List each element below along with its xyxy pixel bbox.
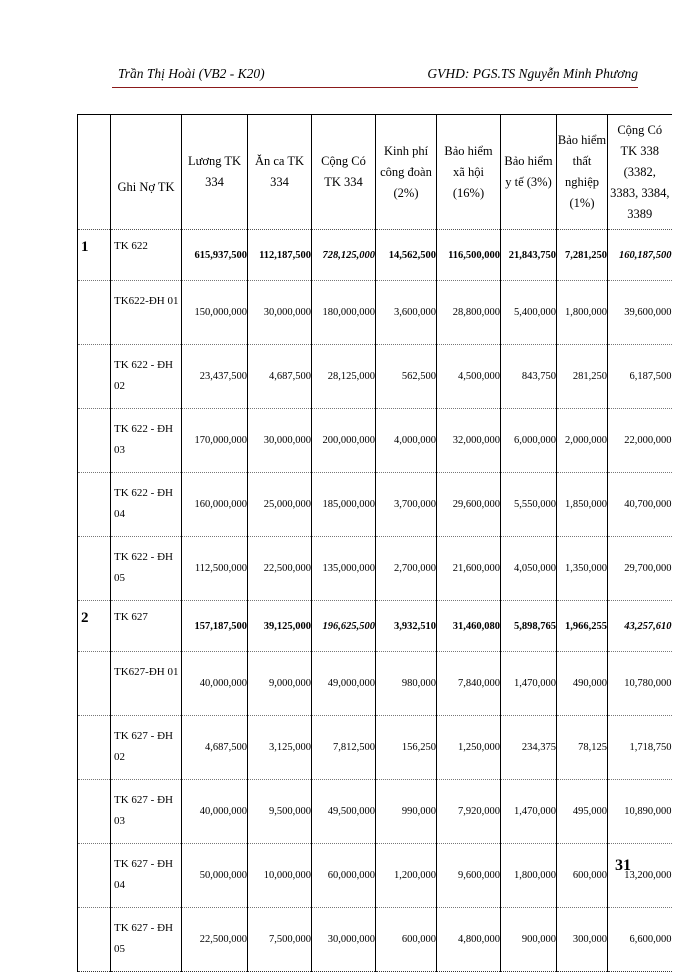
value-cell: 3,932,510 xyxy=(376,601,437,652)
row-index xyxy=(78,537,111,601)
value-cell: 495,000 xyxy=(557,780,608,844)
value-cell: 14,562,500 xyxy=(376,230,437,281)
value-cell: 5,898,765 xyxy=(501,601,557,652)
value-cell: 60,000,000 xyxy=(312,844,376,908)
value-cell: 3,600,000 xyxy=(376,281,437,345)
salary-allocation-table xyxy=(77,114,672,972)
value-cell: 4,687,500 xyxy=(248,345,312,409)
value-cell: 150,000,000 xyxy=(182,281,248,345)
value-cell: 22,500,000 xyxy=(248,537,312,601)
value-cell: 43,257,610 xyxy=(608,601,672,652)
value-cell: 196,625,500 xyxy=(312,601,376,652)
value-cell: 22,000,000 xyxy=(608,409,672,473)
value-cell: 40,700,000 xyxy=(608,473,672,537)
value-cell: 6,187,500 xyxy=(608,345,672,409)
value-cell: 22,500,000 xyxy=(182,908,248,972)
column-header: Lương TK 334 xyxy=(182,115,248,230)
account-cell: TK 622 - ĐH 03 xyxy=(111,409,182,473)
value-cell: 562,500 xyxy=(376,345,437,409)
value-cell: 1,350,000 xyxy=(557,537,608,601)
value-cell: 29,600,000 xyxy=(437,473,501,537)
column-header: Cộng Có TK 338 (3382, 3383, 3384, 3389 xyxy=(608,115,672,230)
value-cell: 3,125,000 xyxy=(248,716,312,780)
column-header: Bảo hiểm y tế (3%) xyxy=(501,115,557,230)
value-cell: 900,000 xyxy=(501,908,557,972)
account-cell: TK 627 - ĐH 05 xyxy=(111,908,182,972)
table-row xyxy=(78,716,672,780)
row-index xyxy=(78,908,111,972)
value-cell: 1,966,255 xyxy=(557,601,608,652)
row-index xyxy=(78,345,111,409)
value-cell: 10,780,000 xyxy=(608,652,672,716)
value-cell: 185,000,000 xyxy=(312,473,376,537)
value-cell: 1,200,000 xyxy=(376,844,437,908)
value-cell: 1,800,000 xyxy=(557,281,608,345)
value-cell: 600,000 xyxy=(557,844,608,908)
value-cell: 112,500,000 xyxy=(182,537,248,601)
page-header xyxy=(112,62,638,88)
value-cell: 40,000,000 xyxy=(182,652,248,716)
value-cell: 29,700,000 xyxy=(608,537,672,601)
value-cell: 180,000,000 xyxy=(312,281,376,345)
value-cell: 843,750 xyxy=(501,345,557,409)
value-cell: 30,000,000 xyxy=(312,908,376,972)
value-cell: 7,281,250 xyxy=(557,230,608,281)
value-cell: 3,700,000 xyxy=(376,473,437,537)
value-cell: 728,125,000 xyxy=(312,230,376,281)
row-index xyxy=(78,716,111,780)
row-index xyxy=(78,281,111,345)
author-label: Trần Thị Hoài (VB2 - K20) xyxy=(118,66,265,81)
value-cell: 170,000,000 xyxy=(182,409,248,473)
value-cell: 7,920,000 xyxy=(437,780,501,844)
value-cell: 300,000 xyxy=(557,908,608,972)
value-cell: 1,250,000 xyxy=(437,716,501,780)
account-cell: TK 627 xyxy=(111,601,182,652)
account-cell: TK627-ĐH 01 xyxy=(111,652,182,716)
value-cell: 4,687,500 xyxy=(182,716,248,780)
value-cell: 157,187,500 xyxy=(182,601,248,652)
row-index: 2 xyxy=(78,601,111,652)
value-cell: 7,812,500 xyxy=(312,716,376,780)
value-cell: 2,700,000 xyxy=(376,537,437,601)
value-cell: 1,800,000 xyxy=(501,844,557,908)
value-cell: 49,500,000 xyxy=(312,780,376,844)
value-cell: 116,500,000 xyxy=(437,230,501,281)
value-cell: 21,843,750 xyxy=(501,230,557,281)
row-index xyxy=(78,780,111,844)
value-cell: 490,000 xyxy=(557,652,608,716)
value-cell: 112,187,500 xyxy=(248,230,312,281)
value-cell: 990,000 xyxy=(376,780,437,844)
table-row xyxy=(78,409,672,473)
header-rule xyxy=(112,87,638,89)
value-cell: 25,000,000 xyxy=(248,473,312,537)
value-cell: 156,250 xyxy=(376,716,437,780)
value-cell: 50,000,000 xyxy=(182,844,248,908)
table-row xyxy=(78,473,672,537)
row-index: 1 xyxy=(78,230,111,281)
value-cell: 21,600,000 xyxy=(437,537,501,601)
value-cell: 1,850,000 xyxy=(557,473,608,537)
value-cell: 135,000,000 xyxy=(312,537,376,601)
value-cell: 32,000,000 xyxy=(437,409,501,473)
column-header xyxy=(78,115,111,230)
account-cell: TK 622 - ĐH 05 xyxy=(111,537,182,601)
column-header: Kinh phí công đoàn (2%) xyxy=(376,115,437,230)
page-number: 31 xyxy=(615,857,631,874)
value-cell: 39,125,000 xyxy=(248,601,312,652)
table-row xyxy=(78,780,672,844)
value-cell: 160,000,000 xyxy=(182,473,248,537)
value-cell: 4,500,000 xyxy=(437,345,501,409)
row-index xyxy=(78,409,111,473)
column-header: Ghi Nợ TK xyxy=(111,115,182,230)
value-cell: 49,000,000 xyxy=(312,652,376,716)
value-cell: 30,000,000 xyxy=(248,281,312,345)
account-cell: TK 627 - ĐH 02 xyxy=(111,716,182,780)
table-row xyxy=(78,537,672,601)
account-cell: TK 622 - ĐH 02 xyxy=(111,345,182,409)
column-header: Bảo hiểm thất nghiệp (1%) xyxy=(557,115,608,230)
advisor-label: GVHD: PGS.TS Nguyễn Minh Phương xyxy=(427,66,638,81)
value-cell: 13,200,000 xyxy=(608,844,672,908)
value-cell: 10,890,000 xyxy=(608,780,672,844)
row-index xyxy=(78,473,111,537)
account-cell: TK 622 xyxy=(111,230,182,281)
value-cell: 1,718,750 xyxy=(608,716,672,780)
table-row xyxy=(78,652,672,716)
value-cell: 9,500,000 xyxy=(248,780,312,844)
value-cell: 7,840,000 xyxy=(437,652,501,716)
value-cell: 39,600,000 xyxy=(608,281,672,345)
value-cell: 28,800,000 xyxy=(437,281,501,345)
value-cell: 1,470,000 xyxy=(501,780,557,844)
value-cell: 23,437,500 xyxy=(182,345,248,409)
account-cell: TK 622 - ĐH 04 xyxy=(111,473,182,537)
value-cell: 10,000,000 xyxy=(248,844,312,908)
account-cell: TK 627 - ĐH 03 xyxy=(111,780,182,844)
value-cell: 234,375 xyxy=(501,716,557,780)
table-row xyxy=(78,345,672,409)
value-cell: 200,000,000 xyxy=(312,409,376,473)
value-cell: 1,470,000 xyxy=(501,652,557,716)
table-group-row xyxy=(78,230,672,281)
value-cell: 78,125 xyxy=(557,716,608,780)
value-cell: 5,550,000 xyxy=(501,473,557,537)
value-cell: 4,000,000 xyxy=(376,409,437,473)
column-header: Ăn ca TK 334 xyxy=(248,115,312,230)
account-cell: TK622-ĐH 01 xyxy=(111,281,182,345)
value-cell: 28,125,000 xyxy=(312,345,376,409)
value-cell: 980,000 xyxy=(376,652,437,716)
value-cell: 9,000,000 xyxy=(248,652,312,716)
table-group-row xyxy=(78,601,672,652)
value-cell: 2,000,000 xyxy=(557,409,608,473)
value-cell: 600,000 xyxy=(376,908,437,972)
value-cell: 281,250 xyxy=(557,345,608,409)
value-cell: 6,600,000 xyxy=(608,908,672,972)
value-cell: 40,000,000 xyxy=(182,780,248,844)
table-row xyxy=(78,844,672,908)
value-cell: 160,187,500 xyxy=(608,230,672,281)
value-cell: 30,000,000 xyxy=(248,409,312,473)
table-header-row xyxy=(78,115,672,230)
account-cell: TK 627 - ĐH 04 xyxy=(111,844,182,908)
value-cell: 5,400,000 xyxy=(501,281,557,345)
value-cell: 6,000,000 xyxy=(501,409,557,473)
table-row xyxy=(78,281,672,345)
value-cell: 615,937,500 xyxy=(182,230,248,281)
table-row xyxy=(78,908,672,972)
column-header: Cộng Có TK 334 xyxy=(312,115,376,230)
row-index xyxy=(78,844,111,908)
value-cell: 4,800,000 xyxy=(437,908,501,972)
value-cell: 9,600,000 xyxy=(437,844,501,908)
value-cell: 7,500,000 xyxy=(248,908,312,972)
column-header: Bảo hiểm xã hội (16%) xyxy=(437,115,501,230)
value-cell: 31,460,080 xyxy=(437,601,501,652)
value-cell: 4,050,000 xyxy=(501,537,557,601)
row-index xyxy=(78,652,111,716)
